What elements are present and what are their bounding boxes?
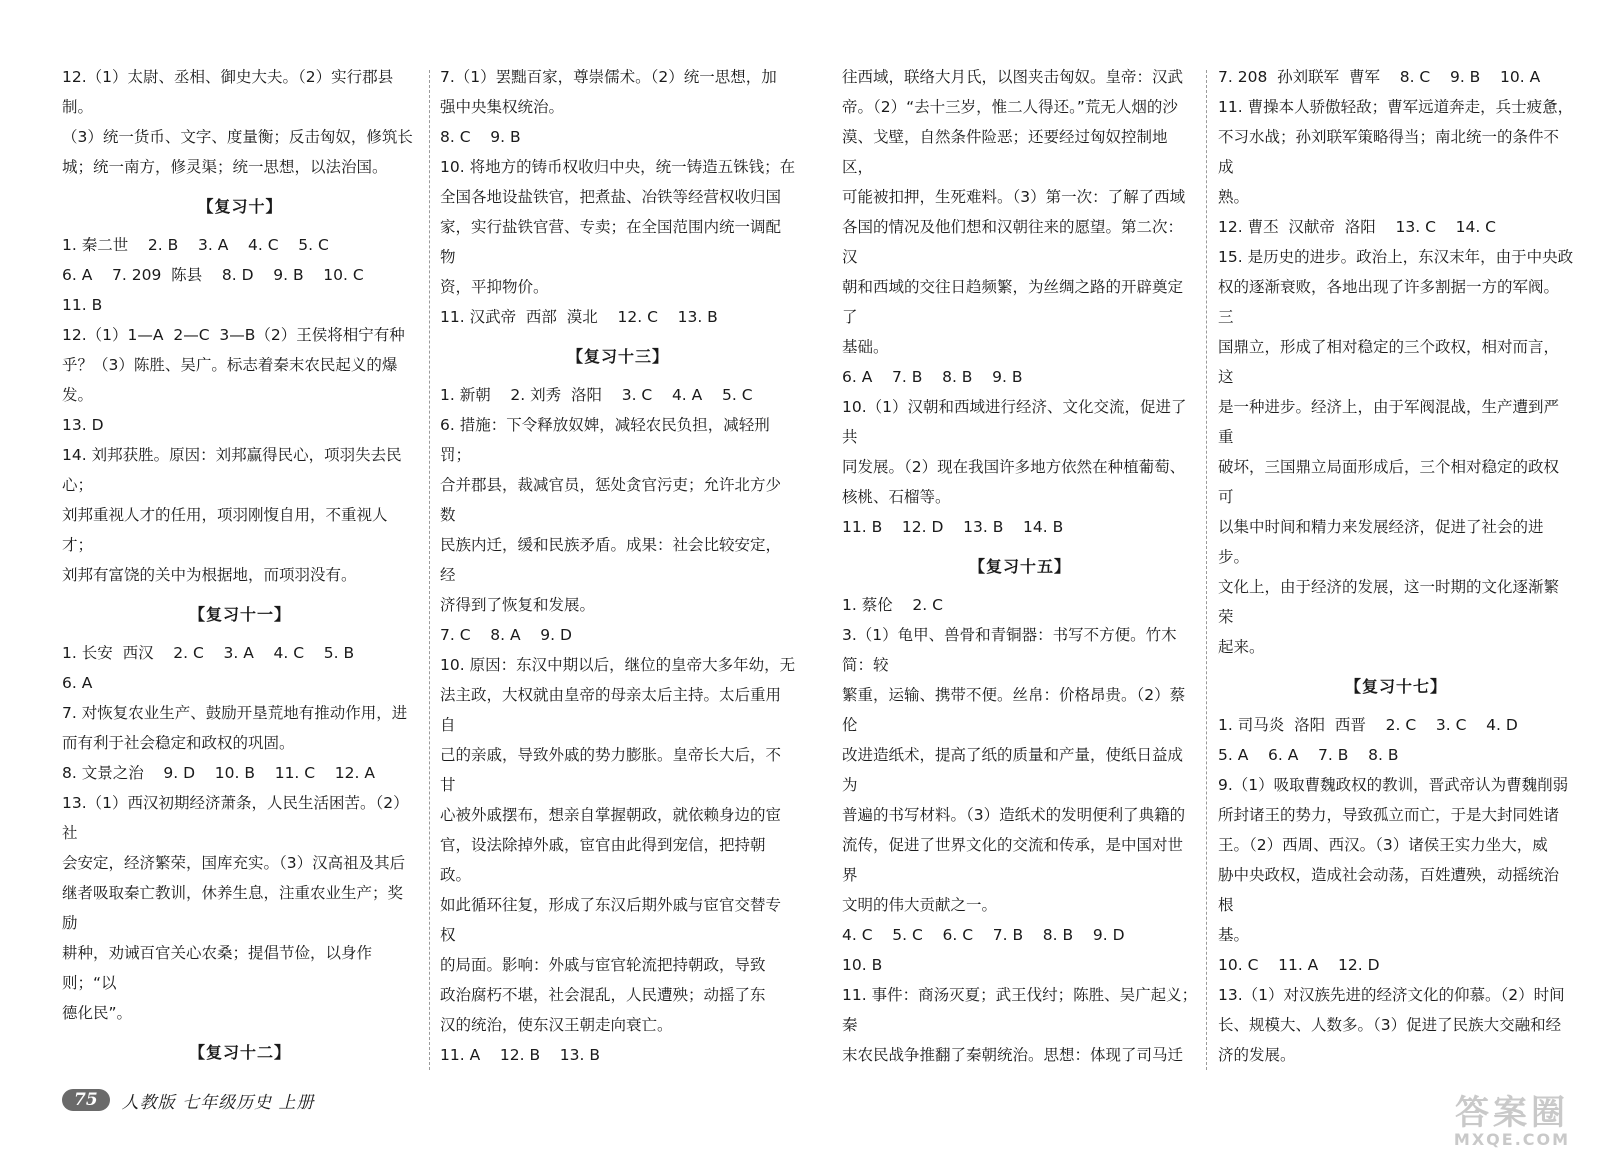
section-heading: 【复习十七】 [1344, 677, 1447, 696]
section-heading: 【复习十三】 [566, 347, 669, 366]
answer-line: 官，设法除掉外戚，宦官由此得到宠信，把持朝政。 [440, 836, 766, 884]
answer-line: 德化民”。 [62, 1004, 133, 1022]
answer-line: 基础。 [842, 338, 889, 356]
answer-line: 乎？（3）陈胜、吴广。标志着秦末农民起义的爆发。 [62, 356, 398, 404]
answer-line: 10. C 11. A 12. D [1218, 956, 1380, 974]
answer-line: 己的亲戚，导致外戚的势力膨胀。皇帝长大后，不甘 [440, 746, 782, 794]
answer-line: 基。 [1218, 926, 1250, 944]
answer-line: 刘邦重视人才的任用，项羽刚愎自用，不重视人才； [62, 506, 388, 554]
answer-line: 改进造纸术，提高了纸的质量和产量，使纸日益成为 [842, 746, 1184, 794]
answer-line [1218, 1070, 1574, 1072]
answer-line: 11. 曹操本人骄傲轻敌；曹军远道奔走，兵士疲惫， [1218, 98, 1574, 116]
book-title: 人教版 七年级历史 上册 [121, 1092, 315, 1113]
section-heading: 【复习十】 [197, 197, 283, 216]
answer-line: 济的发展。 [1218, 1046, 1296, 1064]
answer-line: 7. 208 孙刘联军 曹军 8. C 9. B 10. A [1218, 68, 1541, 86]
answer-line: 6. A 7. B 8. B 9. B [842, 368, 1023, 386]
answer-line: 12. 曹丕 汉献帝 洛阳 13. C 14. C [1218, 218, 1497, 236]
answer-line: 以集中时间和精力来发展经济，促进了社会的进步。 [1218, 518, 1544, 566]
watermark-text-cn: 答案圈 [1455, 1093, 1569, 1133]
answer-column-4 [1218, 62, 1574, 1072]
answer-line: 11. B [62, 296, 103, 314]
answer-line: 会安定，经济繁荣，国库充实。（3）汉高祖及其后 [62, 854, 406, 872]
answer-line: 心被外戚摆布，想亲自掌握朝政，就依赖身边的宦 [440, 806, 782, 824]
answer-line: 继者吸取秦亡教训，休养生息，注重农业生产；奖励 [62, 884, 404, 932]
answer-line: 13. D [62, 416, 104, 434]
answer-line: 5. A 6. A 7. B 8. B [1218, 746, 1399, 764]
answer-column-1 [62, 62, 418, 1072]
answer-line: 7. 对恢复农业生产、鼓励开垦荒地有推动作用，进 [62, 704, 408, 722]
answer-line: 流传，促进了世界文化的交流和传承，是中国对世界 [842, 836, 1184, 884]
answer-column-3 [842, 62, 1198, 1072]
answer-line: 破坏，三国鼎立局面形成后，三个相对稳定的政权可 [1218, 458, 1560, 506]
answer-line: 10. 原因：东汉中期以后，继位的皇帝大多年幼，无 [440, 656, 796, 674]
answer-line: 权的逐渐衰败，各地出现了许多割据一方的军阀。三 [1218, 278, 1560, 326]
answer-line: 11. 事件：商汤灭夏；武王伐纣；陈胜、吴广起义；秦 [842, 986, 1198, 1034]
answer-line: 10.（1）汉朝和西域进行经济、文化交流，促进了共 [842, 398, 1187, 446]
answer-line: 10. 将地方的铸币权收归中央，统一铸造五铢钱；在 [440, 158, 796, 176]
answer-line: 济得到了恢复和发展。 [440, 596, 596, 614]
answer-line: 14. 刘邦获胜。原因：刘邦赢得民心，项羽失去民心； [62, 446, 402, 494]
answer-line: 合并郡县，裁减官员，惩处贪官污吏；允许北方少数 [440, 476, 782, 524]
answer-line: 12.（1）1—A 2—C 3—B（2）王侯将相宁有种 [62, 326, 405, 344]
answer-line: 15. 是历史的进步。政治上，东汉末年，由于中央政 [1218, 248, 1574, 266]
answer-line: 帝。（2）“去十三岁，惟二人得还。”荒无人烟的沙 [842, 98, 1178, 116]
answer-line: 1. 蔡伦 2. C [842, 596, 943, 614]
answer-line: 长、规模大、人数多。（3）促进了民族大交融和经 [1218, 1016, 1562, 1034]
answer-line: 耕种，劝诫百官关心农桑；提倡节俭，以身作则；“以 [62, 944, 373, 992]
answer-line: 不习水战；孙刘联军策略得当；南北统一的条件不成 [1218, 128, 1560, 176]
column-divider [429, 70, 430, 1070]
answer-line: 家，实行盐铁官营、专卖；在全国范围内统一调配物 [440, 218, 782, 266]
answer-line: 所封诸王的势力，导致孤立而亡，于是大封同姓诸 [1218, 806, 1560, 824]
answer-line: 的局面。影响：外戚与宦官轮流把持朝政，导致 [440, 956, 766, 974]
answer-line: 可能被扣押，生死难料。（3）第一次：了解了西域 [842, 188, 1186, 206]
answer-line: 如此循环往复，形成了东汉后期外戚与宦官交替专权 [440, 896, 782, 944]
answer-line: 11. A 12. B 13. B [440, 1046, 601, 1064]
answer-line: （3）统一货币、文字、度量衡；反击匈奴，修筑长 [62, 128, 413, 146]
section-heading: 【复习十二】 [188, 1043, 291, 1062]
column-divider [1206, 70, 1207, 1070]
answer-line: 全国各地设盐铁官，把煮盐、冶铁等经营权收归国 [440, 188, 782, 206]
watermark-text-en: MXQE.COM [1453, 1130, 1571, 1149]
answer-line: 6. 措施：下令释放奴婢，减轻农民负担，减轻刑罚； [440, 416, 770, 464]
answer-line: 10. B [842, 956, 883, 974]
answer-line: 往西域，联络大月氏，以图夹击匈奴。皇帝：汉武 [842, 68, 1184, 86]
answer-line: 9.（1）吸取曹魏政权的教训，晋武帝认为曹魏削弱 [1218, 776, 1569, 794]
answer-line: 3.（1）龟甲、兽骨和青铜器：书写不方便。竹木简：较 [842, 626, 1177, 674]
answer-line: 13.（1）对汉族先进的经济文化的仰慕。（2）时间 [1218, 986, 1565, 1004]
answer-line: 熟。 [1218, 188, 1250, 206]
answer-line: 是一种进步。经济上，由于军阀混战，生产遭到严重 [1218, 398, 1560, 446]
answer-line: 1. 新朝 2. 刘秀 洛阳 3. C 4. A 5. C [440, 386, 753, 404]
answer-line: 文化上，由于经济的发展，这一时期的文化逐渐繁荣 [1218, 578, 1560, 626]
answer-line: 1. 秦二世 2. B 3. A 4. C 5. C [62, 236, 329, 254]
answer-line: 13.（1）西汉初期经济萧条，人民生活困苦。（2）社 [62, 794, 409, 842]
answer-line: 11. B 12. D 13. B 14. B [842, 518, 1064, 536]
answer-line [440, 1070, 796, 1072]
answer-line: 12.（1）太尉、丞相、御史大夫。（2）实行郡县制。 [62, 68, 394, 116]
answer-line: 1. 司马炎 洛阳 西晋 2. C 3. C 4. D [1218, 716, 1518, 734]
answer-line: 刘邦有富饶的关中为根据地，而项羽没有。 [62, 566, 357, 584]
answer-line: 资，平抑物价。 [440, 278, 549, 296]
answer-line: 起来。 [1218, 638, 1265, 656]
answer-column-2 [440, 62, 796, 1072]
answer-line: 6. A 7. 209 陈县 8. D 9. B 10. C [62, 266, 364, 284]
page-footer [62, 1085, 314, 1115]
answer-line: 核桃、石榴等。 [842, 488, 951, 506]
answer-line: 6. A [62, 674, 93, 692]
answer-line: 11. 汉武帝 西部 漠北 12. C 13. B [440, 308, 718, 326]
answer-line: 末农民战争推翻了秦朝统治。思想：体现了司马迁 [842, 1046, 1184, 1064]
answer-line: 朝和西域的交往日趋频繁，为丝绸之路的开辟奠定了 [842, 278, 1184, 326]
answer-line: 法主政，大权就由皇帝的母亲太后主持。太后重用自 [440, 686, 782, 734]
answer-line: 繁重，运输、携带不便。丝帛：价格昂贵。（2）蔡伦 [842, 686, 1186, 734]
answer-line: 7.（1）罢黜百家，尊崇儒术。（2）统一思想，加 [440, 68, 777, 86]
answer-line: 文明的伟大贡献之一。 [842, 896, 998, 914]
answer-line: 王。（2）西周、西汉。（3）诸侯王实力坐大，威 [1218, 836, 1548, 854]
answer-line: 而有利于社会稳定和政权的巩固。 [62, 734, 295, 752]
answer-line: 漠、戈壁，自然条件险恶；还要经过匈奴控制地区， [842, 128, 1168, 176]
answer-line: 国鼎立，形成了相对稳定的三个政权，相对而言，这 [1218, 338, 1560, 386]
answer-line: 政治腐朽不堪，社会混乱，人民遭殃；动摇了东 [440, 986, 766, 1004]
section-heading: 【复习十五】 [968, 557, 1071, 576]
answer-line: 4. C 5. C 6. C 7. B 8. B 9. D [842, 926, 1125, 944]
answer-line: 城；统一南方，修灵渠；统一思想，以法治国。 [62, 158, 388, 176]
answer-line: 1. 长安 西汉 2. C 3. A 4. C 5. B [62, 644, 355, 662]
section-heading: 【复习十一】 [188, 605, 291, 624]
watermark-logo [1442, 1093, 1582, 1151]
answer-line: 8. C 9. B [440, 128, 521, 146]
answer-line: 胁中央政权，造成社会动荡，百姓遭殃，动摇统治根 [1218, 866, 1560, 914]
answer-line: 汉的统治，使东汉王朝走向衰亡。 [440, 1016, 673, 1034]
answer-line: 各国的情况及他们想和汉朝往来的愿望。第二次：汉 [842, 218, 1184, 266]
answer-line: 同发展。（2）现在我国许多地方依然在种植葡萄、 [842, 458, 1186, 476]
answer-line: 强中央集权统治。 [440, 98, 565, 116]
answer-line: 8. 文景之治 9. D 10. B 11. C 12. A [62, 764, 375, 782]
page-number: 75 [62, 1089, 110, 1111]
answer-line: 民族内迁，缓和民族矛盾。成果：社会比较安定，经 [440, 536, 782, 584]
answer-line: 7. C 8. A 9. D [440, 626, 572, 644]
answer-line: 普遍的书写材料。（3）造纸术的发明便利了典籍的 [842, 806, 1186, 824]
